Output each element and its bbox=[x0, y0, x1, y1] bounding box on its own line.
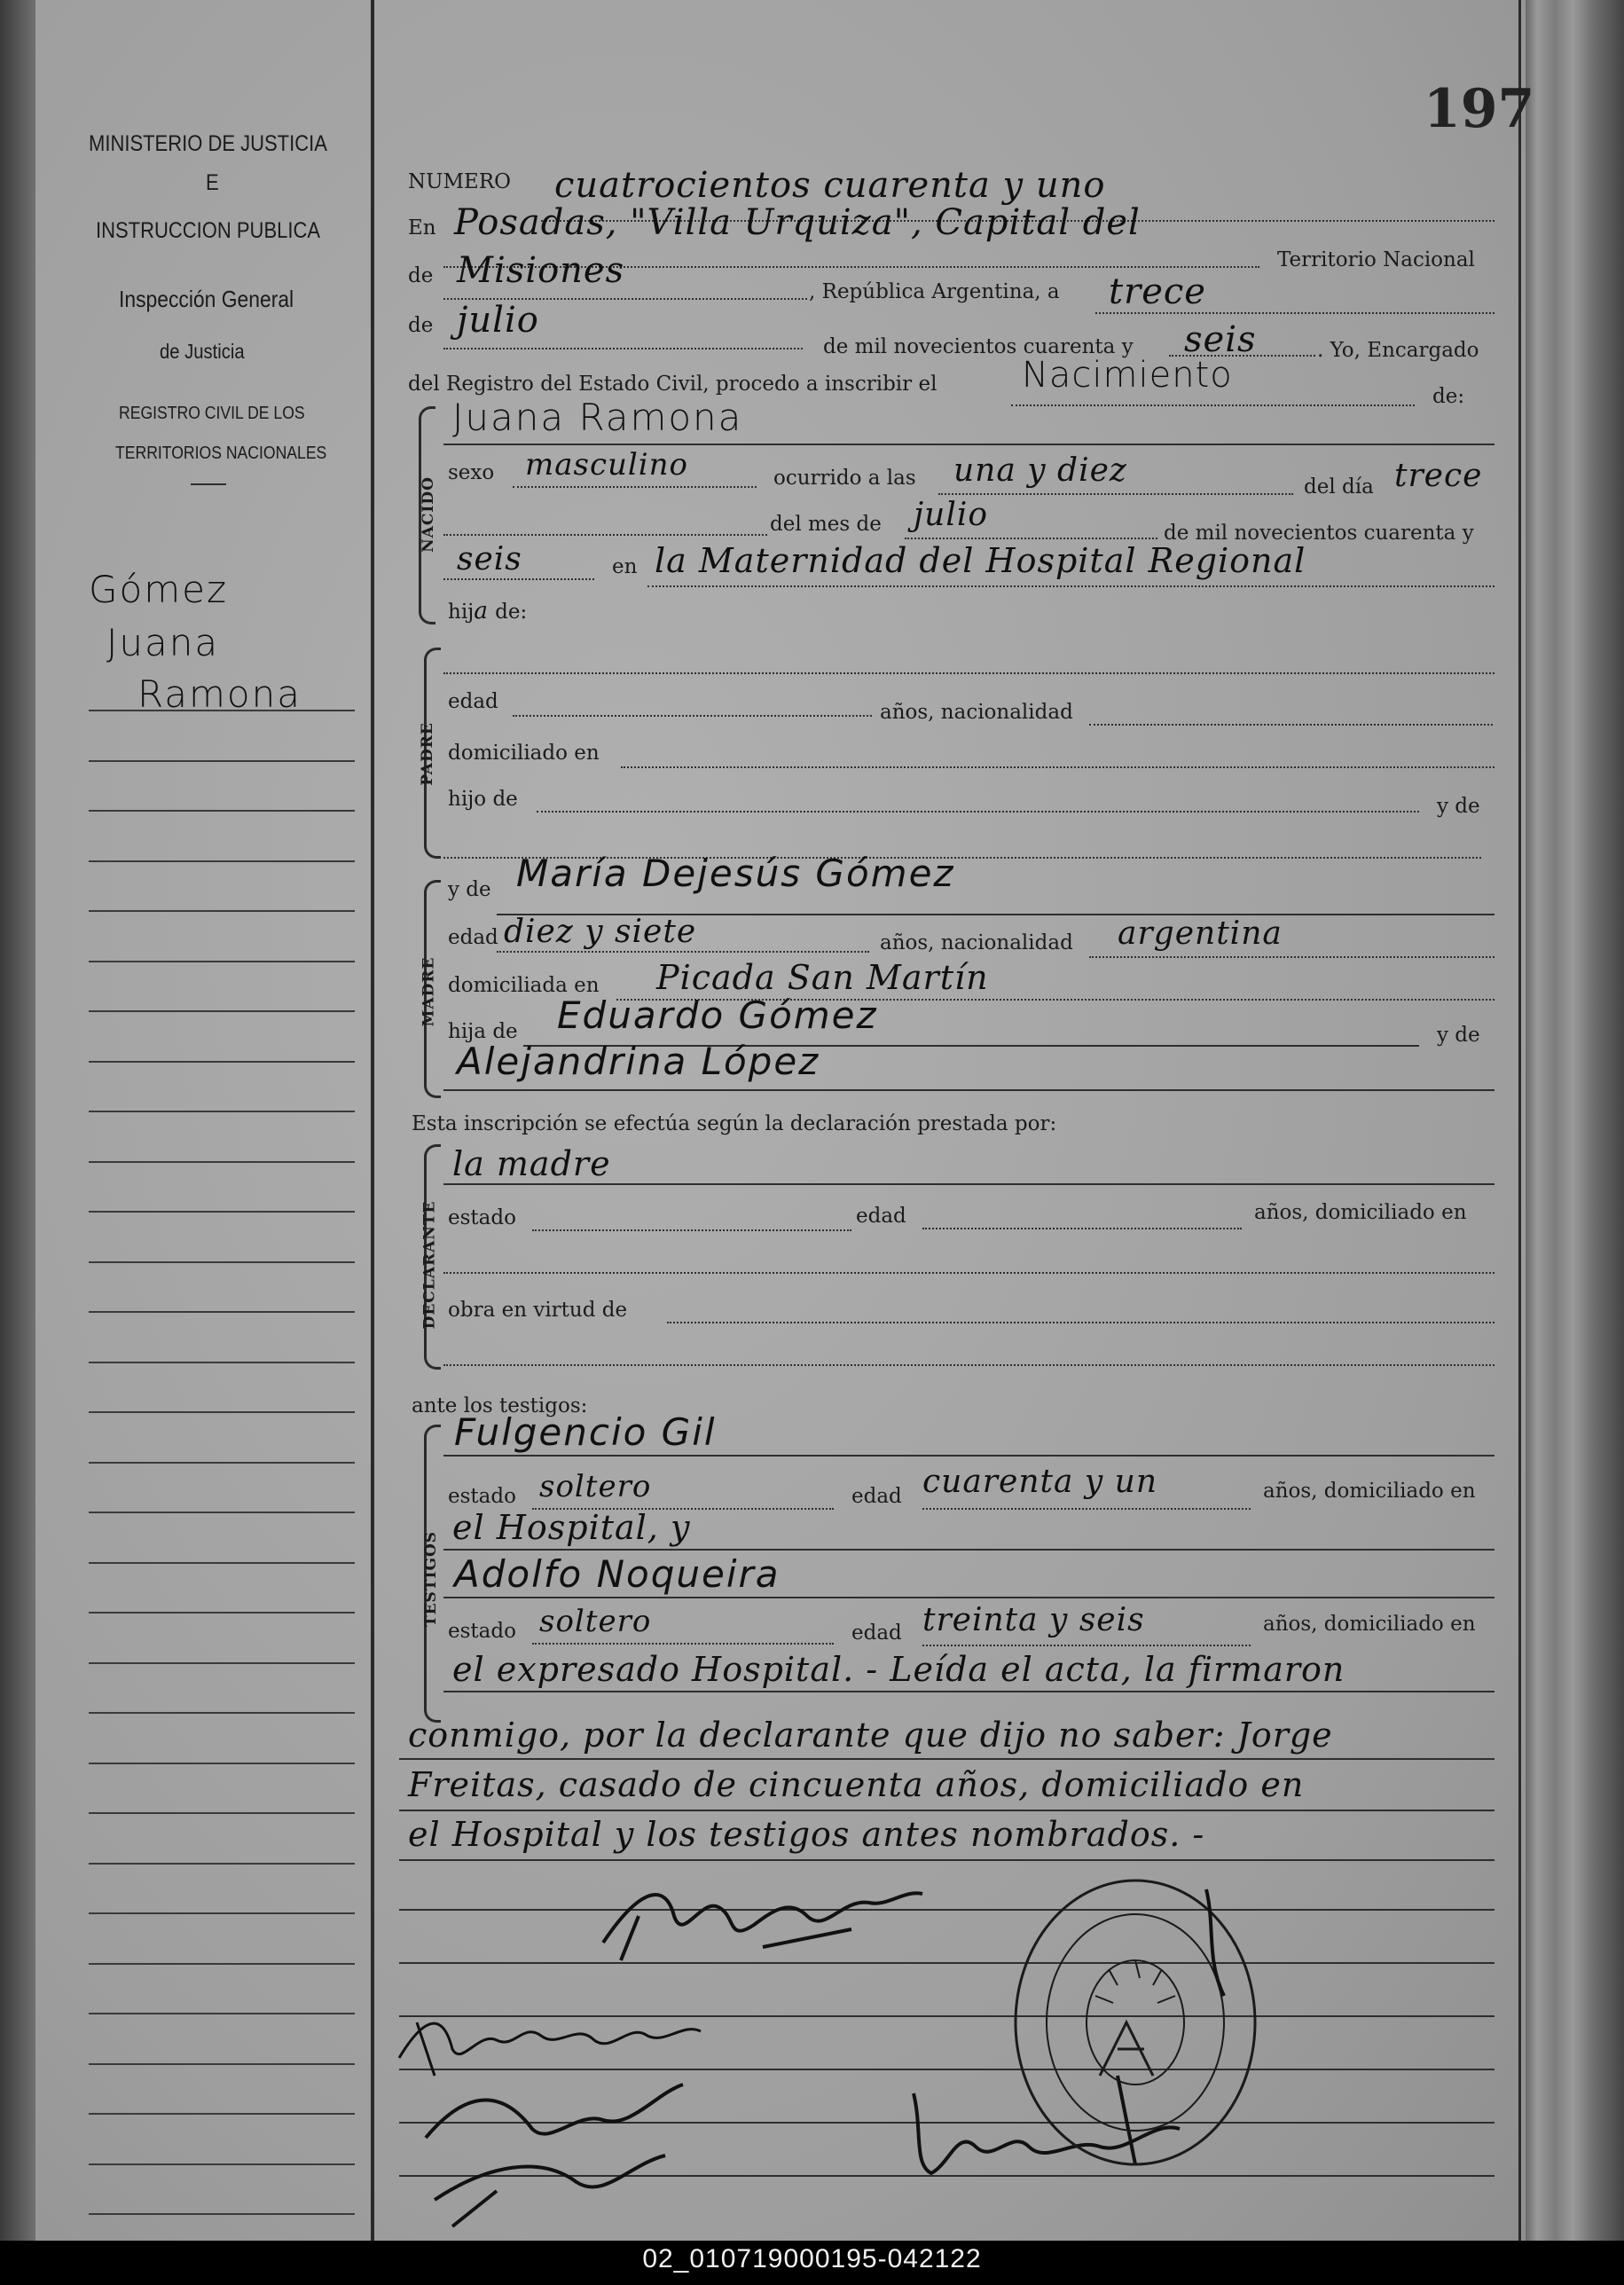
acto-value: Nacimiento bbox=[1022, 355, 1233, 396]
t2-estado-label: estado bbox=[448, 1620, 516, 1643]
testigo1-nombre: Fulgencio Gil bbox=[454, 1410, 717, 1454]
en-label: En bbox=[408, 216, 436, 239]
declarante-edad-line bbox=[922, 1228, 1242, 1229]
hijo-prefix: hij bbox=[448, 601, 475, 624]
testigo1-line bbox=[443, 1455, 1495, 1457]
cierre-line3 bbox=[399, 1859, 1495, 1861]
ministry-line2: E bbox=[206, 170, 219, 195]
t1-estado-label: estado bbox=[448, 1485, 516, 1508]
dia-value: trece bbox=[1109, 271, 1206, 312]
t2-anios-label: años, domiciliado en bbox=[1263, 1613, 1476, 1636]
testigos-intro: ante los testigos: bbox=[412, 1394, 588, 1417]
declarante-line bbox=[443, 1183, 1495, 1185]
pre-mes-line bbox=[443, 534, 767, 536]
margin-rule bbox=[89, 1311, 355, 1313]
padre-anios-label: años, nacionalidad bbox=[880, 701, 1073, 724]
registro-label: del Registro del Estado Civil, procedo a inscribir el bbox=[408, 373, 938, 396]
de-value: Misiones bbox=[457, 250, 625, 291]
hijo-suffix: a bbox=[474, 598, 489, 624]
margin-rule bbox=[89, 810, 355, 812]
t1-edad-label: edad bbox=[851, 1485, 902, 1508]
t2-edad-label: edad bbox=[851, 1621, 902, 1645]
delmes-line bbox=[905, 538, 1157, 539]
madre-padre-value: Eduardo Gómez bbox=[557, 993, 878, 1037]
cierre-text1: conmigo, por la declarante que dijo no saber: Jorge bbox=[408, 1716, 1333, 1755]
stacked-page-edges bbox=[1526, 0, 1624, 2241]
yo-label: . Yo, Encargado bbox=[1317, 339, 1479, 362]
dia-line bbox=[1095, 312, 1495, 314]
image-id-caption: 02_010719000195-042122 bbox=[642, 2244, 982, 2273]
declarante-estado-line bbox=[532, 1229, 851, 1231]
madre-nac-value: argentina bbox=[1118, 915, 1283, 952]
t2-edad-value: treinta y seis bbox=[922, 1602, 1145, 1638]
madre-dom-value: Picada San Martín bbox=[656, 958, 989, 997]
official-seal bbox=[1002, 1872, 1268, 2173]
madre-edad-label: edad bbox=[448, 926, 498, 949]
margin-rule bbox=[89, 1061, 355, 1063]
declarante-label: DECLARANTE bbox=[420, 1200, 439, 1330]
t2-edad-line bbox=[922, 1645, 1251, 1646]
inscripcion-label: Esta inscripción se efectúa según la declaración prestada por: bbox=[412, 1112, 1057, 1135]
numero-label: NUMERO bbox=[408, 170, 512, 193]
lugar-value: la Maternidad del Hospital Regional bbox=[655, 541, 1306, 580]
t1-edad-value: cuarenta y un bbox=[922, 1464, 1158, 1500]
signature-jorge-freitas bbox=[585, 1863, 985, 1969]
margin-rule bbox=[89, 860, 355, 862]
margin-rule bbox=[89, 1763, 355, 1764]
signature-adolfo-noqueira bbox=[399, 2058, 772, 2235]
hijo-de-label: de: bbox=[495, 601, 528, 624]
mil2-label: de mil novecientos cuarenta y bbox=[1164, 522, 1474, 545]
margin-rule bbox=[89, 1010, 355, 1012]
sexo-value: masculino bbox=[525, 447, 689, 483]
ministry-line1: MINISTERIO DE JUSTICIA bbox=[89, 131, 327, 156]
right-border bbox=[1518, 0, 1521, 2241]
padre-dom-label: domiciliado en bbox=[448, 742, 600, 765]
padre-name-line bbox=[443, 672, 1495, 674]
de3-label: de: bbox=[1432, 385, 1465, 408]
anio2-value: seis bbox=[457, 541, 522, 577]
t1-anios-label: años, domiciliado en bbox=[1263, 1480, 1476, 1503]
deldia-value: trece bbox=[1394, 458, 1483, 494]
cierre-line1 bbox=[399, 1758, 1495, 1760]
margin-divider bbox=[371, 0, 374, 2241]
margin-rule bbox=[89, 1812, 355, 1814]
sexo-line bbox=[513, 486, 757, 488]
hora-value: una y diez bbox=[953, 452, 1127, 489]
margin-rule bbox=[89, 1261, 355, 1263]
nombre-value: Juana Ramona bbox=[452, 396, 743, 439]
padre-hijode-label: hijo de bbox=[448, 788, 518, 811]
anio-value: seis bbox=[1184, 319, 1257, 360]
margin-rule bbox=[89, 2213, 355, 2215]
madre-label: MADRE bbox=[420, 956, 438, 1027]
madre-madre-line bbox=[443, 1089, 1495, 1091]
en-value: Posadas, "Villa Urquiza", Capital del bbox=[454, 202, 1141, 243]
margin-rule bbox=[89, 1712, 355, 1714]
margin-rule bbox=[89, 1963, 355, 1965]
madre-madre-value: Alejandrina López bbox=[457, 1040, 820, 1083]
de-label: de bbox=[408, 264, 434, 287]
madre-dom-label: domiciliada en bbox=[448, 974, 600, 997]
madre-edad-line bbox=[497, 951, 869, 953]
madre-yde-label: y de bbox=[448, 878, 491, 901]
t1-dom-line bbox=[443, 1549, 1495, 1551]
declarante-estado-label: estado bbox=[448, 1206, 516, 1229]
margin-rule bbox=[89, 1161, 355, 1163]
nacido-label: NACIDO bbox=[419, 476, 437, 553]
ocurrido-label: ocurrido a las bbox=[773, 467, 916, 490]
margin-rule bbox=[89, 1411, 355, 1413]
mes-value: julio bbox=[457, 300, 539, 341]
margin-rule bbox=[89, 910, 355, 912]
madre-name-value: María Dejesús Gómez bbox=[516, 852, 955, 895]
padre-yde-label: y de bbox=[1437, 795, 1480, 818]
padre-edad-line bbox=[513, 715, 872, 717]
acto-line bbox=[1011, 404, 1415, 406]
t1-edad-line bbox=[922, 1508, 1251, 1510]
delmes-label: del mes de bbox=[770, 513, 882, 536]
t2-estado-value: soltero bbox=[539, 1604, 652, 1639]
republica-label: , República Argentina, a bbox=[809, 280, 1060, 303]
margin-rule bbox=[89, 1362, 355, 1363]
header-underline bbox=[191, 483, 226, 485]
de2-label: de bbox=[408, 314, 434, 337]
declarante-value: la madre bbox=[452, 1144, 611, 1183]
margin-rule bbox=[89, 2163, 355, 2165]
registry-line2: TERRITORIOS NACIONALES bbox=[115, 444, 327, 463]
lugar-line bbox=[647, 585, 1495, 587]
mil-label: de mil novecientos cuarenta y bbox=[823, 335, 1134, 358]
margin-rule bbox=[89, 2113, 355, 2115]
margin-middlename: Ramona bbox=[137, 672, 302, 716]
margin-rule bbox=[89, 1512, 355, 1513]
padre-hijode-line bbox=[537, 811, 1419, 813]
madre-yde2-label: y de bbox=[1437, 1024, 1480, 1047]
hora-line bbox=[938, 493, 1293, 495]
cierre-line2 bbox=[399, 1810, 1495, 1811]
obra-line2 bbox=[443, 1364, 1495, 1366]
margin-rule bbox=[89, 1612, 355, 1614]
page-number: 197 bbox=[1424, 78, 1535, 140]
cierre-text3: el Hospital y los testigos antes nombrados. - bbox=[408, 1815, 1205, 1854]
t1-estado-value: soltero bbox=[539, 1469, 652, 1504]
margin-rule bbox=[89, 710, 355, 711]
margin-rule bbox=[89, 1111, 355, 1112]
declarante-edad-label: edad bbox=[856, 1205, 906, 1228]
delmes-value: julio bbox=[914, 497, 989, 533]
padre-label: PADRE bbox=[418, 722, 436, 786]
madre-edad-value: diez y siete bbox=[504, 914, 697, 950]
inspection-line1: Inspección General bbox=[119, 286, 294, 312]
hijo-label bbox=[448, 598, 527, 624]
mes-line bbox=[443, 348, 803, 349]
padre-dom-line bbox=[621, 766, 1495, 768]
madre-hijade-label: hija de bbox=[448, 1020, 518, 1043]
madre-nac-line bbox=[1089, 956, 1495, 958]
t2-dom-line bbox=[443, 1691, 1495, 1692]
margin-rule bbox=[89, 1462, 355, 1464]
sexo-label: sexo bbox=[448, 461, 495, 484]
padre-edad-label: edad bbox=[448, 690, 498, 713]
testigos-label: TESTIGOS bbox=[422, 1530, 441, 1628]
inspection-line2: de Justicia bbox=[160, 340, 245, 363]
margin-rule bbox=[89, 1863, 355, 1865]
testigo2-nombre: Adolfo Noqueira bbox=[454, 1552, 781, 1596]
t1-dom-value: el Hospital, y bbox=[452, 1508, 691, 1547]
en2-label: en bbox=[612, 555, 638, 578]
declarante-anios-label: años, domiciliado en bbox=[1254, 1201, 1467, 1224]
testigo2-line bbox=[443, 1597, 1495, 1598]
margin-surname: Gómez bbox=[89, 568, 229, 611]
margin-rule bbox=[89, 2013, 355, 2014]
deldia-label: del día bbox=[1304, 475, 1374, 499]
margin-rule bbox=[89, 760, 355, 762]
territorio-label: Territorio Nacional bbox=[1277, 248, 1475, 271]
margin-rule bbox=[89, 2063, 355, 2065]
ministry-line3: INSTRUCCION PUBLICA bbox=[96, 218, 321, 243]
cierre-text2: Freitas, casado de cincuenta años, domiciliado en bbox=[408, 1765, 1305, 1804]
margin-rule bbox=[89, 1562, 355, 1564]
nombre-line bbox=[443, 444, 1495, 445]
margin-rule bbox=[89, 1912, 355, 1914]
margin-rule bbox=[89, 1662, 355, 1664]
t2-estado-line bbox=[532, 1643, 834, 1645]
t2-dom-value: el expresado Hospital. - Leída el acta, la firmaron bbox=[452, 1650, 1345, 1689]
declarante-dom-line bbox=[443, 1272, 1495, 1274]
margin-firstname: Juana bbox=[106, 621, 220, 664]
obra-label: obra en virtud de bbox=[448, 1299, 628, 1322]
margin-rule bbox=[89, 961, 355, 962]
margin-rule bbox=[89, 1211, 355, 1213]
numero-value: cuatrocientos cuarenta y uno bbox=[554, 165, 1106, 206]
padre-nac-line bbox=[1089, 724, 1493, 726]
registry-line1: REGISTRO CIVIL DE LOS bbox=[119, 404, 305, 423]
anio2-line bbox=[443, 578, 594, 580]
madre-anios-label: años, nacionalidad bbox=[880, 931, 1073, 954]
obra-line bbox=[667, 1322, 1495, 1323]
